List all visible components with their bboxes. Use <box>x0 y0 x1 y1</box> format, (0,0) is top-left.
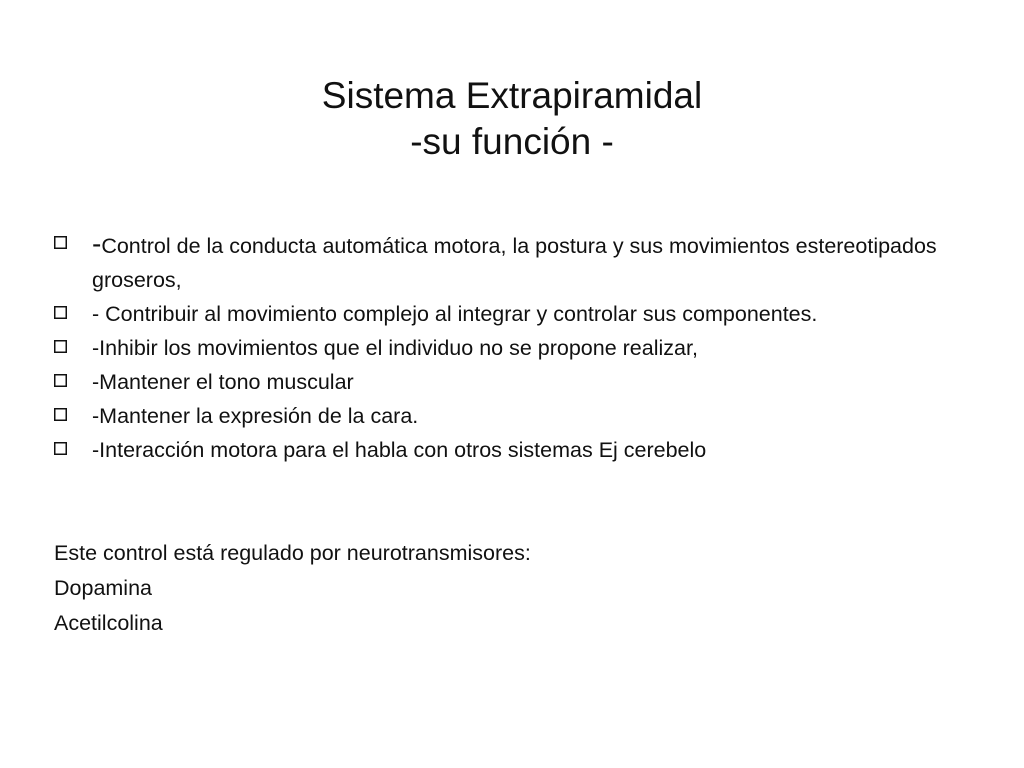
bullet-item-6 <box>54 433 1004 467</box>
bullet-item-1 <box>54 227 1004 297</box>
function-bullet-list <box>54 227 1004 467</box>
slide-title-line-2: -su función - <box>410 120 614 162</box>
bullet-item-5 <box>54 399 1004 433</box>
bullet-text-5: -Mantener la expresión de la cara. <box>92 404 419 428</box>
slide-title <box>0 73 1024 165</box>
bullet-item-4 <box>54 365 1004 399</box>
neurotransmitter-acetylcholine: Acetilcolina <box>54 611 163 635</box>
checkbox-icon <box>54 442 67 455</box>
neurotransmitter-block <box>54 536 954 641</box>
bullet-item-3 <box>54 331 1004 365</box>
neurotransmitter-intro: Este control está regulado por neurotransmisores: <box>54 541 531 565</box>
checkbox-icon <box>54 340 67 353</box>
bullet-text-3: -Inhibir los movimientos que el individuo no se propone realizar, <box>92 336 698 360</box>
neurotransmitter-dopamine: Dopamina <box>54 576 152 600</box>
bullet-text-2: - Contribuir al movimiento complejo al integrar y controlar sus componentes. <box>92 302 818 326</box>
bullet-item-2 <box>54 297 1004 331</box>
checkbox-icon <box>54 236 67 249</box>
checkbox-icon <box>54 374 67 387</box>
checkbox-icon <box>54 408 67 421</box>
bullet-text-4: -Mantener el tono muscular <box>92 370 354 394</box>
bullet-text-1: Control de la conducta automática motora, la postura y sus movimientos estereotipados groseros, <box>92 234 937 292</box>
slide-title-line-1: Sistema Extrapiramidal <box>321 74 703 116</box>
bullet-text-6: -Interacción motora para el habla con otros sistemas Ej cerebelo <box>92 438 707 462</box>
bullet-lead-1: - <box>92 228 102 259</box>
checkbox-icon <box>54 306 67 319</box>
